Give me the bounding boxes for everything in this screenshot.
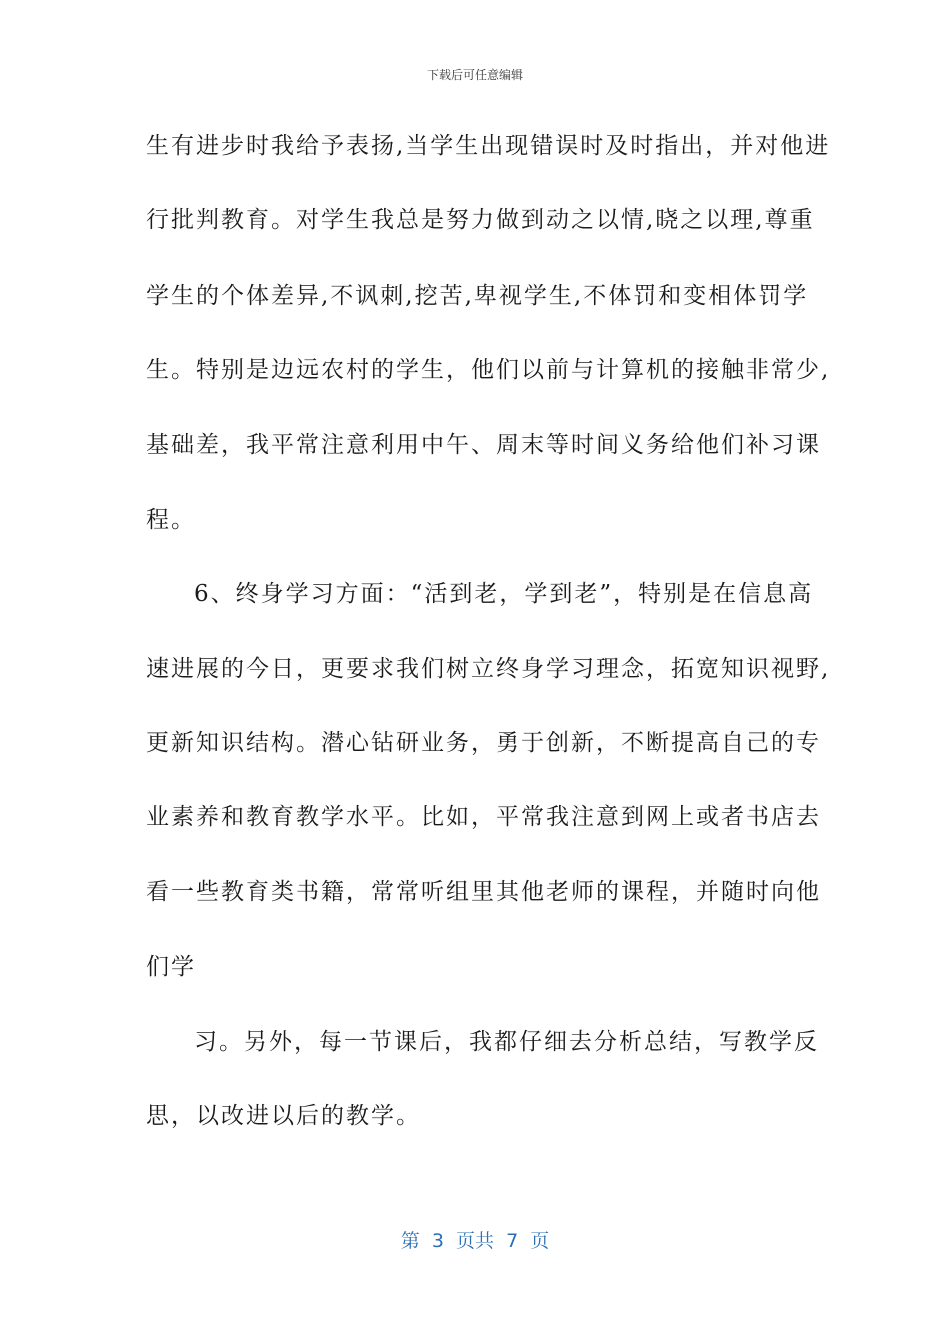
paragraph-line: 思，以改进以后的教学。: [146, 1103, 421, 1129]
paragraph-line: 行批判教育。对学生我总是努力做到动之以情,晓之以理,尊重: [146, 207, 815, 233]
paragraph-line: 生有进步时我给予表扬,当学生出现错误时及时指出，并对他进: [146, 133, 831, 159]
paragraph-line: 们学: [146, 954, 196, 980]
paragraph-line: 业素养和教育教学水平。比如，平常我注意到网上或者书店去: [146, 804, 821, 830]
paragraph-line: 学生的个体差异,不讽刺,挖苦,卑视学生,不体罚和变相体罚学: [146, 283, 809, 309]
paragraph-line: 程。: [146, 507, 196, 533]
page-header: 下载后可任意编辑: [426, 68, 523, 82]
page-number-footer: 第 3 页共 7 页: [400, 1230, 550, 1252]
paragraph-line: 速进展的今日，更要求我们树立终身学习理念，拓宽知识视野,: [146, 656, 831, 682]
paragraph-line: 基础差，我平常注意利用中午、周末等时间义务给他们补习课: [146, 432, 821, 458]
paragraph-line: 生。特别是边远农村的学生，他们以前与计算机的接触非常少,: [146, 357, 831, 383]
paragraph-line: 看一些教育类书籍，常常听组里其他老师的课程，并随时向他: [146, 879, 821, 905]
paragraph-line: 6、终身学习方面：“活到老，学到老”，特别是在信息高: [194, 581, 814, 607]
paragraph-line: 习。另外，每一节课后，我都仔细去分析总结，写教学反: [194, 1029, 819, 1055]
paragraph-line: 更新知识结构。潜心钻研业务，勇于创新，不断提高自己的专: [146, 730, 821, 756]
